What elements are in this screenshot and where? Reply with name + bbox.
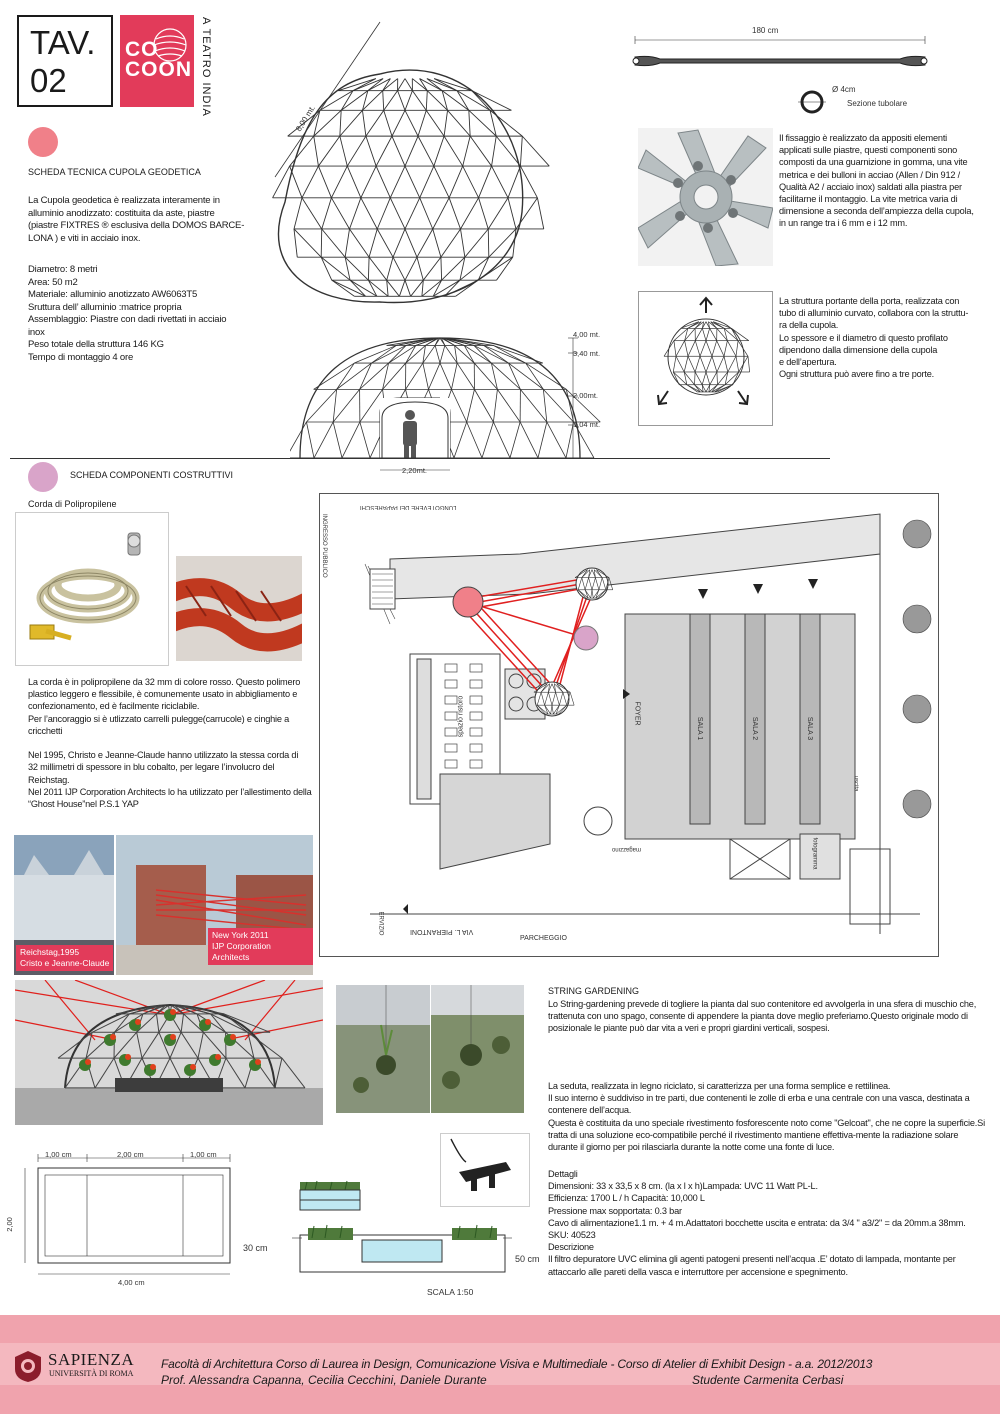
section-height-50: 50 cm — [515, 1254, 540, 1264]
tube-diameter: Ø 4cm — [832, 85, 856, 94]
plan-entrance: INGRESSO PUBBLICO — [321, 514, 327, 578]
ghost-house-photo — [116, 835, 313, 975]
university-sub: UNIVERSITÀ DI ROMA — [49, 1369, 134, 1378]
bench-dim-2: 2,00 cm — [117, 1150, 144, 1159]
joint-render — [638, 128, 773, 266]
plan-top-road: LUNGOTEVERE DEI PAPARESCHI — [360, 504, 457, 510]
site-plan — [319, 493, 939, 957]
rope-coil-photo — [15, 512, 169, 666]
tube-section-label: Sezione tubolare — [847, 99, 908, 108]
plan-uscita: uscita — [852, 775, 859, 792]
plan-sala3: SALA 3 — [806, 716, 814, 741]
section-dot-red — [28, 127, 58, 157]
tech-sheet-intro: La Cupola geodetica è realizzata interamente in alluminio anodizzato: costituita da aste, piastre (piastre FIXTRES ® esclusiva della DOMOS BARCE- LONA ) e viti in acciaio inox. — [28, 195, 245, 244]
tech-sheet-specs: Diametro: 8 metri Area: 50 m2 Materiale: alluminio anotizzato AW6063T5 Sruttura dell’ alluminio :matrice propria Assemblaggio: Piastre con dadi rivettati in acciaio inox Peso totale della struttura 146 KG Tempo di montaggio 4 ore — [28, 264, 227, 363]
ghost-house-caption: New York 2011 IJP Corporation Architects — [208, 928, 313, 965]
joint-description: Il fissaggio è realizzato da appositi elementi applicati sulle piastre, questi componenti sono composti da una guarnizione in gomma, una vite metrica e dei bulloni in acciao (Allen / Din 912 / Qualità A2 / acciaio inox) saldati alla piastra per facilitarne il montaggio. La vite metrica varia di dimensione a seconda dell’ampiezza della cupola, in un range tra i 6 mm e i 12 mm. — [779, 133, 974, 229]
bench-dim-1: 1,00 cm — [45, 1150, 72, 1159]
door-structure-diagram — [638, 291, 773, 426]
section-divider — [10, 458, 830, 459]
logo-side-text: A TEATRO INDIA — [200, 17, 212, 117]
seat-description: La seduta, realizzata in legno riciclato, si caratterizza per una forma semplice e rettilinea. Il suo interno è suddiviso in tre parti, due contenenti le zolle di erba e una centrale con una vasca, destinata a contenere dell’acqua. Questa è costituita da uno speciale rivestimento fosforescente noto come "Gelcoat", che ne copre la superficie.Si tratta di una soluzione eco-compatibile perché il rivestimento mantiene effettiva-mente la radiazione solare durante il giorno per poi rilasciarla durante la notte come una fonte di luce. — [548, 1081, 985, 1153]
bench-section-drawing — [290, 1180, 515, 1280]
rope-label: Corda di Polipropilene — [28, 499, 117, 509]
seat-details: Dettagli Dimensioni: 33 x 33,5 x 8 cm. (la x l x h)Lampada: UVC 11 Watt PL-L. Efficienza: 1700 L / h Capacità: 10,000 L Pressione max sopportata: 0.3 bar Cavo di alimentazione1.1 m. + 4 m.Adattatori bocchette uscita e entrata: da 3/4 " a3/2" = da 20mm.a 38mm. SKU: 40523 Descrizione Il filtro depuratore UVC elimina gli agenti patogeni presenti nell’acqua .E’ dotato di lampada, montante per attaccarlo alle pareti della vasca e interruttore per accensione e spegnimento. — [548, 1169, 966, 1277]
bench-dim-height: 2,00 — [4, 1217, 14, 1232]
rope-description: La corda è in polipropilene da 32 mm di colore rosso. Questo polimero plastico leggero e flessibile, è comunemente usato in abbigliamento e confezionamento, ed è facilmente riciclabile. Per l’ancoraggio si è utlizzato carrelli pulegge(carrucole) e cinghie a cricchetti Nel 1995, Christo e Jeanne-Claude hanno utilizzato la stessa corda di 32 millimetri di spessore in blu cobalto, per legare l’involucro del Reichstag. Nel 2011 IJP Corporation Architects lo ha utilizzato per l’allestimento della “Ghost House”nel P.S.1 YAP — [28, 677, 312, 810]
red-rope-photo — [176, 556, 302, 661]
string-garden-photo-2 — [431, 985, 524, 1113]
logo-wordmark: CO COON — [125, 38, 192, 81]
dome-render — [15, 980, 323, 1125]
plan-sala1: SALA 1 — [696, 716, 704, 741]
bench-dim-total: 4,00 cm — [118, 1278, 145, 1287]
geodesic-sphere-drawing — [230, 12, 560, 312]
plan-foyer: FOYER — [633, 701, 641, 726]
height-label-3: 2,00mt. — [573, 391, 599, 400]
professors: Prof. Alessandra Capanna, Cecilia Cecchini, Daniele Durante — [161, 1373, 487, 1387]
course-info: Facoltà di Architettura Corso di Laurea in Design, Comunicazione Visiva e Multimediale - Corso di Atelier di Exhibit Design - a.a. 2012/2013 — [161, 1357, 873, 1371]
height-label-1: 4,00 mt. — [573, 330, 601, 339]
bench-plan-drawing — [15, 1148, 265, 1283]
plan-sala2: SALA 2 — [751, 716, 759, 741]
plan-ristoro: spazio ristoro — [457, 695, 465, 738]
string-garden-photo-1 — [336, 985, 430, 1113]
scale-label: SCALA 1:50 — [427, 1287, 474, 1297]
student-name: Studente Carmenita Cerbasi — [692, 1373, 844, 1387]
plan-servizio: ERVIZIO — [377, 911, 384, 936]
section-height-30: 30 cm — [243, 1243, 268, 1253]
string-gardening-title: STRING GARDENING — [548, 986, 640, 996]
reichstag-caption: Reichstag,1995 Cristo e Jeanne-Claude — [16, 945, 113, 971]
plan-bottom-road: VIA L. PIERANTONI — [410, 928, 474, 935]
height-label-2: 3,40 mt. — [573, 349, 601, 358]
tube-length: 180 cm — [752, 26, 779, 35]
string-gardening-text: Lo String-gardening prevede di togliere la pianta dal suo contenitore ed avvolgerla in una sfera di muschio che, trattenuta con uno spago, consente di appendere la pianta dove meglio preferiamo.Questo originale modo di posizionale le piante può dar vita a veri e propri giardini verticali, sospesi. — [548, 999, 977, 1034]
university-name: SAPIENZA — [48, 1350, 135, 1369]
tech-sheet-title: SCHEDA TECNICA CUPOLA GEODETICA — [28, 167, 201, 177]
dome-section-drawing — [290, 318, 610, 478]
plan-fotogramma: fotogramma — [811, 837, 818, 870]
diameter-label: 8,00 mt. — [294, 103, 318, 134]
height-label-4: 1,04 mt. — [573, 420, 601, 429]
bench-dim-3: 1,00 cm — [190, 1150, 217, 1159]
plan-parking: PARCHEGGIO — [520, 935, 567, 942]
sapienza-seal-icon — [13, 1349, 43, 1383]
plan-magazzino: magazzino — [612, 846, 642, 852]
components-title: SCHEDA COMPONENTI COSTRUTTIVI — [70, 470, 234, 480]
tav-number: TAV. 02 — [30, 24, 96, 99]
door-description: La struttura portante della porta, realizzata con tubo di alluminio curvato, collabora con la struttu- ra della cupola. Lo spessore e il diametro di questo profilato dipendono dalla dimensione della cupola e dell’apertura. Ogni struttura può avere fino a tre porte. — [779, 296, 969, 380]
door-width-label: 2,20mt. — [402, 466, 428, 475]
reichstag-photo — [14, 835, 114, 975]
section-dot-purple — [28, 462, 58, 492]
